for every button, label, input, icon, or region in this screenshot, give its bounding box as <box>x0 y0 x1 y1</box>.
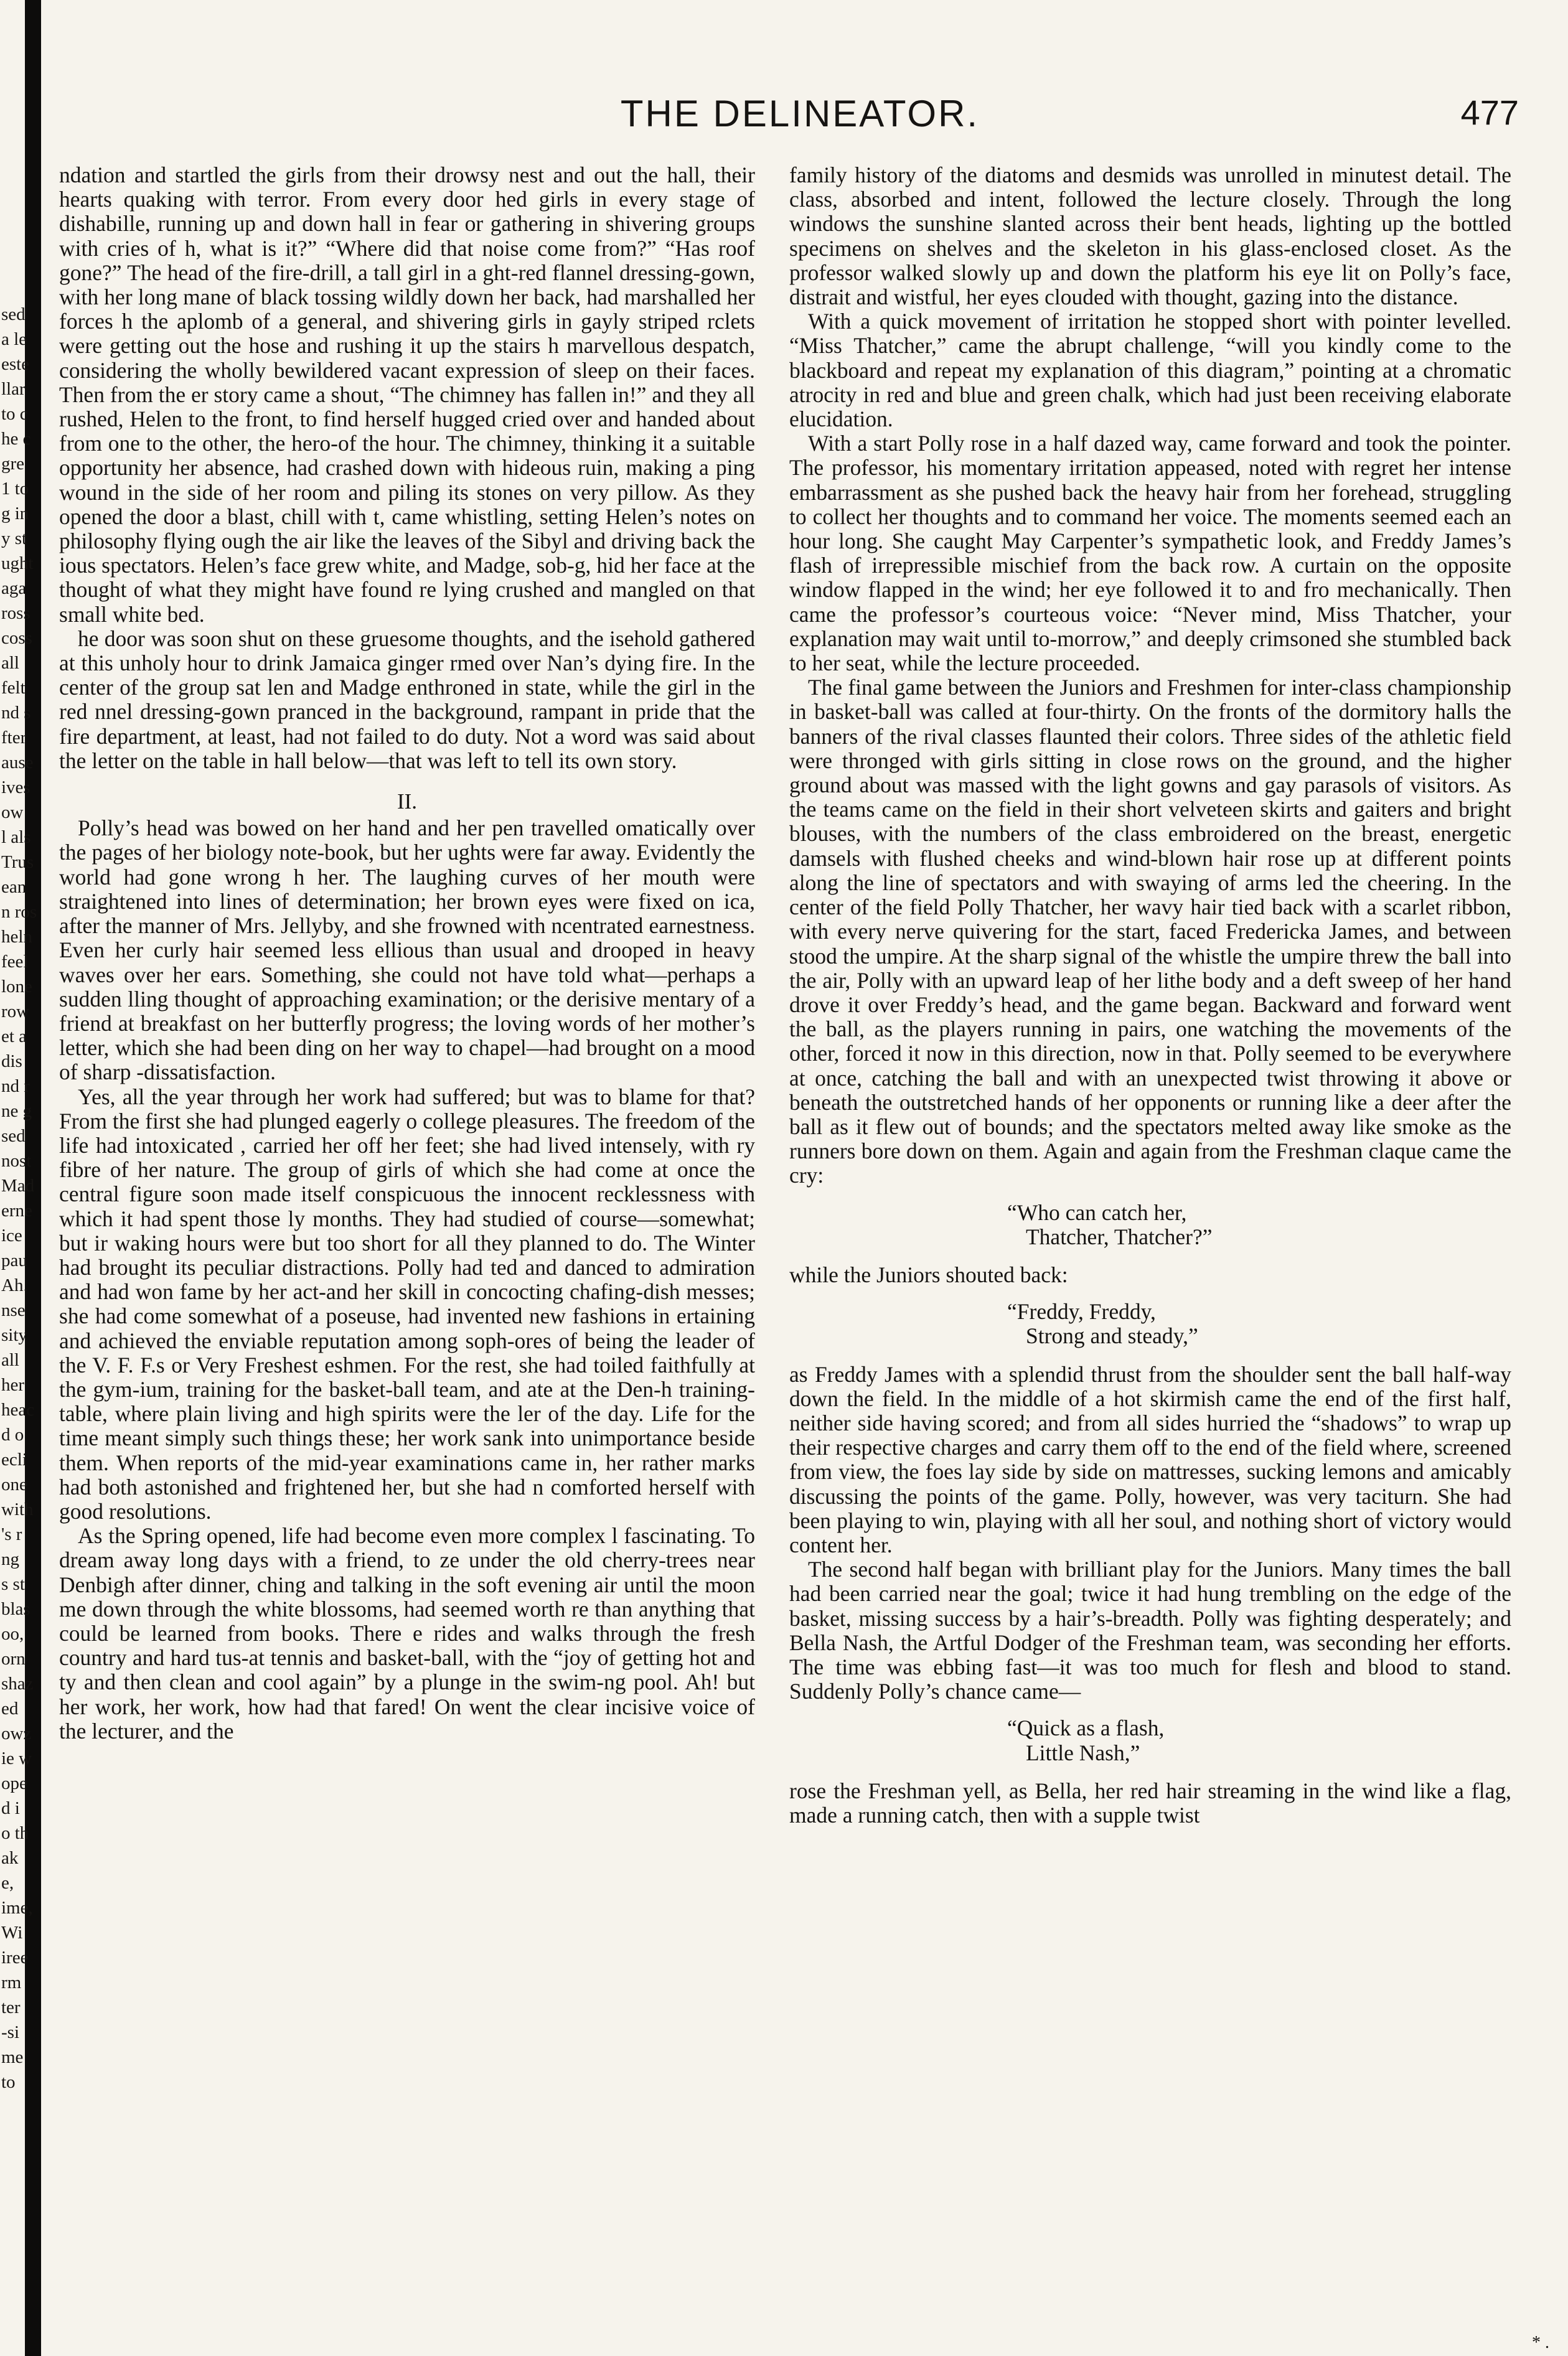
gutter-fragment: nse <box>1 1300 26 1320</box>
gutter-fragment: nd s <box>1 703 31 723</box>
gutter-fragment: ecli <box>1 1450 27 1470</box>
right-column <box>789 163 1511 1828</box>
gutter-fragment: ed <box>1 1699 19 1719</box>
gutter-fragment: l als <box>1 827 31 847</box>
gutter-fragment: ie w <box>1 1748 32 1768</box>
paragraph: he door was soon shut on these gruesome thoughts, and the isehold gathered at this unholy hour to drink Jamaica ginger rmed over Nan’s dying fire. In the center of the group sat len and Madge enthroned in state, while the girl in the red nnel dressing-gown pranced in the background, rampant in pride that the fire department, at least, had not failed to do duty. Not a word was said about the letter on the table in hall below—that was left to tell its own story. <box>59 626 755 773</box>
paragraph: family history of the diatoms and desmids was unrolled in minutest detail. The class, absorbed and intent, followed the lecture closely. Through the long windows the sunshine slanted across their bent heads, lighting up the bottled specimens on shelves and the skeleton in his glass-enclosed closet. As the professor walked slowly up and down the platform his eye lit on Polly’s face, distrait and wistful, her eyes clouded with thought, gazing into the distance. <box>789 162 1511 310</box>
gutter-fragment: ives <box>1 777 31 797</box>
gutter-fragment: ng <box>1 1549 19 1569</box>
verse-cheer-freshman <box>789 1201 1511 1249</box>
gutter-fragment: ow <box>1 802 24 822</box>
paragraph: The final game between the Juniors and Freshmen for inter-class championship in basket-ball was called at four-thirty. On the fronts of the dormitory halls the banners of the rival classes flaunted their colors. Three sides of the athletic field were thronged with girls sitting in close rows on the ground, and the higher ground about was massed with the light gowns and gay parasols of visitors. As the teams came on the field in their short velveteen skirts and gaiters and bright blouses, with the numbers of the class embroidered on the breast, energetic damsels with flushed cheeks and wind-blown hair rose up at different points along the line of spectators and with swaying of arms led the cheering. In the center of the field Polly Thatcher, her wavy hair tied back with a scarlet ribbon, with every nerve quivering for the start, faced Fredericka James, and between stood the umpire. At the sharp signal of the whistle the umpire threw the ball into the air, Polly with an upward leap of her lithe body and a deft sweep of her hand drove it over Freddy’s head, and the game began. Backward and forward went the ball, as the players running in pairs, one watching the movements of the other, forced it now in this direction, now in that. Polly seemed to be everywhere at once, catching the ball and with an unexpected twist throwing it above or beneath the outstretched hands of her opponents or running like a deer after the ball as it flew out of bounds; and the spectators melted away like smoke as the runners bore down on them. Again and again from the Freshman claque came the cry: <box>789 675 1511 1188</box>
gutter-fragment: feel <box>1 952 29 972</box>
gutter-fragment: aga <box>1 578 27 598</box>
gutter-fragment: g in <box>1 504 29 523</box>
gutter-fragment: lone <box>1 977 32 997</box>
gutter-fragment: 's r <box>1 1524 22 1544</box>
paragraph: With a quick movement of irritation he stopped short with pointer levelled. “Miss Thatcher,” came the abrupt challenge, “will you kindly come to the blackboard and repeat my explanation of this diagram,” pointing at a chromatic atrocity in red and blue and green chalk, which had just been receiving elaborate elucidation. <box>789 309 1511 432</box>
gutter-fragment: ught <box>1 553 34 573</box>
gutter-fragment: e, <box>1 1873 14 1893</box>
gutter-fragment: fter <box>1 728 27 748</box>
gutter-fragment: Trus <box>1 852 34 872</box>
gutter-fragment: sity <box>1 1325 27 1345</box>
gutter-fragment: ter <box>1 1997 21 2017</box>
left-column <box>59 163 755 1744</box>
gutter-fragment: oo, <box>1 1624 24 1644</box>
gutter-fragment: dis <box>1 1051 22 1071</box>
gutter-fragment: 1 to <box>1 479 29 499</box>
gutter-fragment: row <box>1 1002 30 1021</box>
paragraph: ndation and startled the girls from their drowsy nest and out the hall, their hearts quaking with terror. From every door hed girls in every stage of dishabille, running up and down hall in fear or gathering in shivering groups with cries of h, what is it?” “Where did that noise come from?” “Has roof gone?” The head of the fire-drill, a tall girl in a ght-red flannel dressing-gown, with her long mane of black tossing wildly down her back, had marshalled her forces h the aplomb of a general, and shivering girls in gayly striped rclets were getting out the hose and rushing it up the stairs h marvellous despatch, considering the wholly bewildered vacant expression of sleep on their faces. Then from the er story came a shout, “The chimney has fallen in!” and they all rushed, Helen to the front, to find herself hugged cried over and handed about from one to the other, the hero-of the hour. The chimney, thinking it a suitable opportunity her absence, had crashed down with hideous ruin, making a ping wound in the side of her room and piling its stones on very pillow. As they opened the door a blast, chill with t, came whistling, setting Helen’s notes on philosophy flying ough the air like the leaves of the Sibyl and driving back the ious spectators. Helen’s face grew white, and Madge, sob-g, hid her face at the thought of what they might have found re lying crushed and mangled on that small white bed. <box>59 162 755 627</box>
gutter-fragment: felt <box>1 678 26 698</box>
gutter-fragment: ime, <box>1 1898 33 1918</box>
section-number: II. <box>397 789 418 814</box>
paragraph: With a start Polly rose in a half dazed way, came forward and took the pointer. The professor, his momentary irritation appeased, noted with regret her intense embarrassment as she pushed back the heavy hair from her forehead, struggling to collect her thoughts and to command her voice. The moments seemed each an hour long. She caught May Carpenter’s sympathetic look, and Freddy James’s flash of irrepressible mischief from the back row. A curtain on the opposite window flapped in the wind; her eye followed it to and fro mechanically. Then came the professor’s courteous voice: “Never mind, Miss Thatcher, your explanation may wait until to-morrow,” and deeply crimsoned she stumbled back to her seat, while the lecture proceeded. <box>789 431 1511 676</box>
paragraph: As the Spring opened, life had become even more complex l fascinating. To dream away long days with a friend, to ze under the old cherry-trees near Denbigh after dinner, ching and talking in the soft evening air until the moon me down through the white blossoms, had seemed worth re than anything that could be learned from books. There e rides and walks through the fresh country and hard tus-at tennis and basket-ball, with the “joy of getting hot and ty and then clean and cool again” by a plunge in the swim-ng pool. Ah! but her work, her work, how had that fared! On went the clear incisive voice of the lecturer, and the <box>59 1523 755 1744</box>
gutter-fragment: ause <box>1 753 34 772</box>
gutter-fragment: erne <box>1 1201 32 1221</box>
gutter-fragment: nost <box>1 1151 32 1171</box>
footer-mark: * . <box>1532 2333 1549 2352</box>
gutter-fragment: n ros <box>1 902 37 922</box>
gutter-fragment: me <box>1 2047 24 2067</box>
gutter-fragment: ope <box>1 1773 27 1793</box>
page-header <box>75 92 1525 148</box>
verse-line: “Who can catch her, <box>1007 1199 1187 1225</box>
gutter-fragment: ean <box>1 877 27 897</box>
binding-gutter <box>0 0 41 2356</box>
gutter-fragment: Ah. <box>1 1275 28 1295</box>
gutter-fragment: one <box>1 1475 27 1495</box>
verse-line: “Freddy, Freddy, <box>1007 1299 1156 1325</box>
verse-cheer-nash <box>789 1716 1511 1765</box>
paragraph: as Freddy James with a splendid thrust from the shoulder sent the ball half-way down the field. In the middle of a hot skirmish came the end of the first half, neither side having scored; and from all sides hurried the “shadows” to wrap up their respective charges and carry them off to the end of the field where, screened from view, the foes lay side by side on mattresses, sucking lemons and amicably discussing the points of the game. Polly, however, was very taciturn. She had been playing to win, playing with all her soul, and nothing short of victory would content her. <box>789 1361 1511 1557</box>
verse-line: Strong and steady,” <box>1026 1323 1198 1349</box>
gutter-fragment: blas <box>1 1599 31 1619</box>
paragraph: while the Juniors shouted back: <box>789 1262 1068 1287</box>
gutter-fragment: sed <box>1 1126 26 1146</box>
gutter-fragment: Mad <box>1 1176 35 1196</box>
gutter-fragment: to <box>1 2072 16 2092</box>
gutter-fragment: owz <box>1 1724 32 1744</box>
gutter-fragment: este <box>1 354 30 374</box>
verse-line: Little Nash,” <box>1026 1740 1140 1765</box>
gutter-fragment: llar <box>1 379 26 399</box>
gutter-fragment: nd r <box>1 1076 30 1096</box>
paragraph: Yes, all the year through her work had suffered; but was to blame for that? From the first she had plunged eagerly o college pleasures. The freedom of the life had intoxicated , carried her off her feet; she had lived intensely, with ry fibre of her nature. The group of girls of which she had come at once the central figure soon made itself conspicuous the innocent recklessness with which it had spent those ly months. They had studied of course—somewhat; but ir waking hours were but too short for all they planned to do. The Winter had brought its peculiar distractions. Polly had ted and danced to admiration and had won fame by her act-and her skill in concocting chafing-dish messes; she had come somewhat of a poseuse, had invented new fashions in ertaining and achieved the enviable reputation among soph-ores of being the leader of the V. F. F.s or Very Freshest eshmen. For the rest, she had toiled faithfully at the gym-ium, training for the basket-ball team, and ate at the Den-h training-table, where plain living and high spirits were the ler of the day. Life for the time meant simply such things these; her work sank into unimportance beside them. When reports of the mid-year examinations came in, her rather marks had both astonished and frightened her, but she had n comforted herself with good resolutions. <box>59 1084 755 1524</box>
gutter-fragment: ak <box>1 1848 19 1868</box>
gutter-fragment: ross <box>1 603 31 623</box>
gutter-fragment: -si <box>1 2022 19 2042</box>
gutter-fragment: iree <box>1 1948 29 1968</box>
gutter-fragment: coss <box>1 628 32 648</box>
page-title: THE DELINEATOR. <box>620 93 980 134</box>
gutter-fragment: heln <box>1 927 32 947</box>
gutter-fragment: pau <box>1 1251 27 1270</box>
gutter-fragment: o th <box>1 1823 29 1843</box>
paragraph: rose the Freshman yell, as Bella, her red hair streaming in the wind like a flag, made a running catch, then with a supple twist <box>789 1778 1511 1828</box>
gutter-fragment: all <box>1 1350 19 1370</box>
gutter-fragment: a le <box>1 329 27 349</box>
gutter-fragment: shaz <box>1 1674 34 1694</box>
gutter-fragment: y st <box>1 528 27 548</box>
verse-line: Thatcher, Thatcher?” <box>1026 1224 1213 1249</box>
gutter-fragment: d o <box>1 1425 24 1445</box>
gutter-fragment: ice <box>1 1226 22 1246</box>
gutter-fragment: rm <box>1 1973 22 1992</box>
paragraph: The second half began with brilliant play for the Juniors. Many times the ball had been carried near the goal; twice it had hung trembling on the edge of the basket, missing success by a hair’s-breadth. Polly was fighting desperately; and Bella Nash, the Artful Dodger of the Freshman team, was seconding her efforts. The time was ebbing fast—it was too much for flesh and blood to stand. Suddenly Polly’s chance came— <box>789 1557 1511 1704</box>
gutter-fragment: s st <box>1 1574 25 1594</box>
gutter-fragment: et a <box>1 1026 27 1046</box>
verse-line: “Quick as a flash, <box>1007 1715 1165 1741</box>
gutter-fragment: sed <box>1 304 26 324</box>
gutter-fragment: to c <box>1 404 28 424</box>
gutter-fragment: d i <box>1 1798 20 1818</box>
page-number: 477 <box>1460 93 1519 132</box>
gutter-fragment: all <box>1 653 19 673</box>
gutter-fragment: her <box>1 1375 25 1395</box>
gutter-fragment: orn <box>1 1649 26 1669</box>
gutter-fragment: ne g <box>1 1101 32 1121</box>
gutter-fragment: he c <box>1 429 31 449</box>
gutter-fragment: heac <box>1 1400 35 1420</box>
gutter-fragment: with <box>1 1499 34 1519</box>
gutter-fragment: Wi <box>1 1923 23 1943</box>
gutter-fragment: gre <box>1 454 25 474</box>
paragraph: Polly’s head was bowed on her hand and her pen travelled omatically over the pages of her biology note-book, but her ughts were far away. Evidently the world had gone wrong h her. The laughing curves of her mouth were straightened into lines of determination; her brown eyes were fixed on ica, after the manner of Mrs. Jellyby, and she frowned with ncentrated earnestness. Even her curly hair seemed less ellious than usual and drooped in heavy waves over her ears. Something, she could not have told what—perhaps a sudden lling thought of approaching examination; or the derisive mentary of a friend at breakfast on her butterfly progress; the loving words of her mother’s letter, which she had been ding on her way to chapel—had brought on a mood of sharp -dissatisfaction. <box>59 815 755 1085</box>
verse-cheer-juniors <box>789 1300 1511 1348</box>
